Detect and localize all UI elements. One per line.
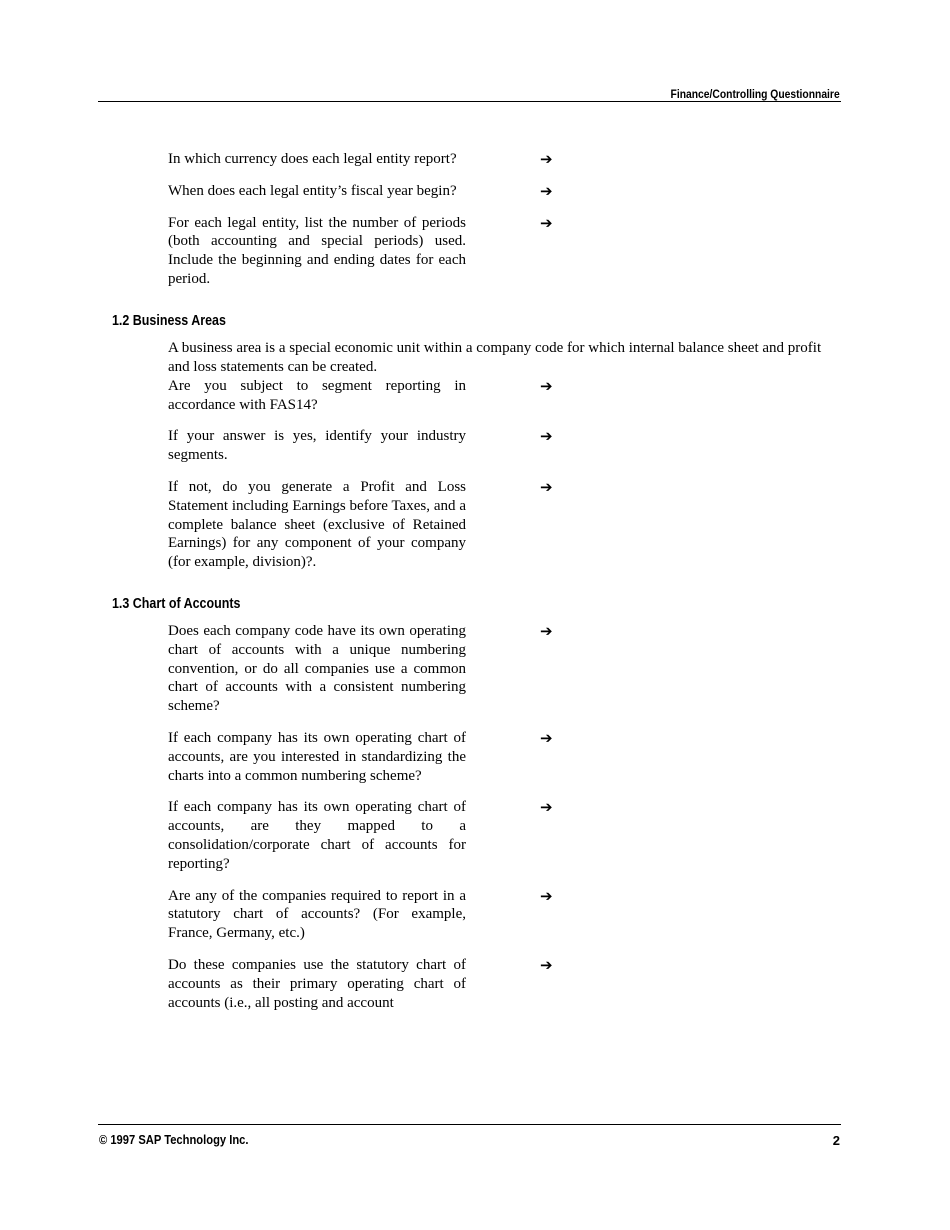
section-intro: A business area is a special economic unit within a company code for which internal balance sheet and profit and loss statements can be created. (168, 339, 822, 375)
question-item (0, 427, 950, 465)
business-area-questions (0, 377, 950, 572)
page-content (0, 150, 950, 1012)
question-item (0, 622, 950, 716)
question-text: If your answer is yes, identify your industry segments. (168, 428, 466, 464)
arrow-icon: ➔ (540, 181, 553, 200)
question-item (0, 729, 950, 785)
currency-fiscal-questions (0, 150, 950, 289)
section-heading-chart-of-accounts: 1.3 Chart of Accounts (112, 595, 241, 612)
question-text: Does each company code have its own operating chart of accounts with a unique numbering convention, or do all companies use a common chart of accounts with a consistent numbering scheme? (168, 622, 466, 715)
arrow-icon: ➔ (540, 728, 553, 747)
question-text: For each legal entity, list the number of periods (both accounting and special periods) used. Include the beginning and ending dates for each period. (168, 214, 466, 287)
question-item (0, 478, 950, 572)
question-text: In which currency does each legal entity report? (168, 151, 457, 167)
arrow-icon: ➔ (540, 213, 553, 232)
arrow-icon: ➔ (540, 150, 553, 168)
page-number: 2 (832, 1133, 840, 1148)
question-text: If each company has its own operating chart of accounts, are they mapped to a consolidation/corporate chart of accounts for reporting? (168, 799, 466, 872)
arrow-icon: ➔ (540, 886, 553, 905)
question-item (0, 214, 950, 289)
question-item (0, 150, 950, 169)
arrow-icon: ➔ (540, 955, 553, 974)
question-text: If each company has its own operating chart of accounts, are you interested in standardizing the charts into a common numbering scheme? (168, 729, 466, 784)
question-item (0, 182, 950, 201)
header-rule (98, 101, 841, 102)
question-text: If not, do you generate a Profit and Loss Statement including Earnings before Taxes, and a complete balance sheet (exclusive of Retained Earnings) for any component of your company (for example, division)?. (168, 478, 466, 571)
question-text: Do these companies use the statutory chart of accounts as their primary operating chart of accounts (i.e., all posting and account (168, 956, 466, 1011)
question-text: Are any of the companies required to report in a statutory chart of accounts? (For example, France, Germany, etc.) (168, 887, 466, 942)
footer-copyright: © 1997 SAP Technology Inc. (99, 1132, 249, 1147)
page-header-title: Finance/Controlling Questionnaire (670, 87, 840, 101)
chart-of-accounts-questions (0, 622, 950, 1012)
question-item (0, 377, 950, 415)
section-heading-business-areas: 1.2 Business Areas (112, 312, 226, 329)
arrow-icon: ➔ (540, 621, 553, 640)
arrow-icon: ➔ (540, 427, 553, 446)
arrow-icon: ➔ (540, 376, 553, 395)
question-item (0, 956, 950, 1012)
arrow-icon: ➔ (540, 477, 553, 496)
question-item (0, 887, 950, 943)
footer-rule (98, 1124, 841, 1125)
arrow-icon: ➔ (540, 798, 553, 817)
question-text: When does each legal entity’s fiscal year begin? (168, 182, 457, 199)
question-item (0, 798, 950, 873)
question-text: Are you subject to segment reporting in accordance with FAS14? (168, 377, 466, 413)
